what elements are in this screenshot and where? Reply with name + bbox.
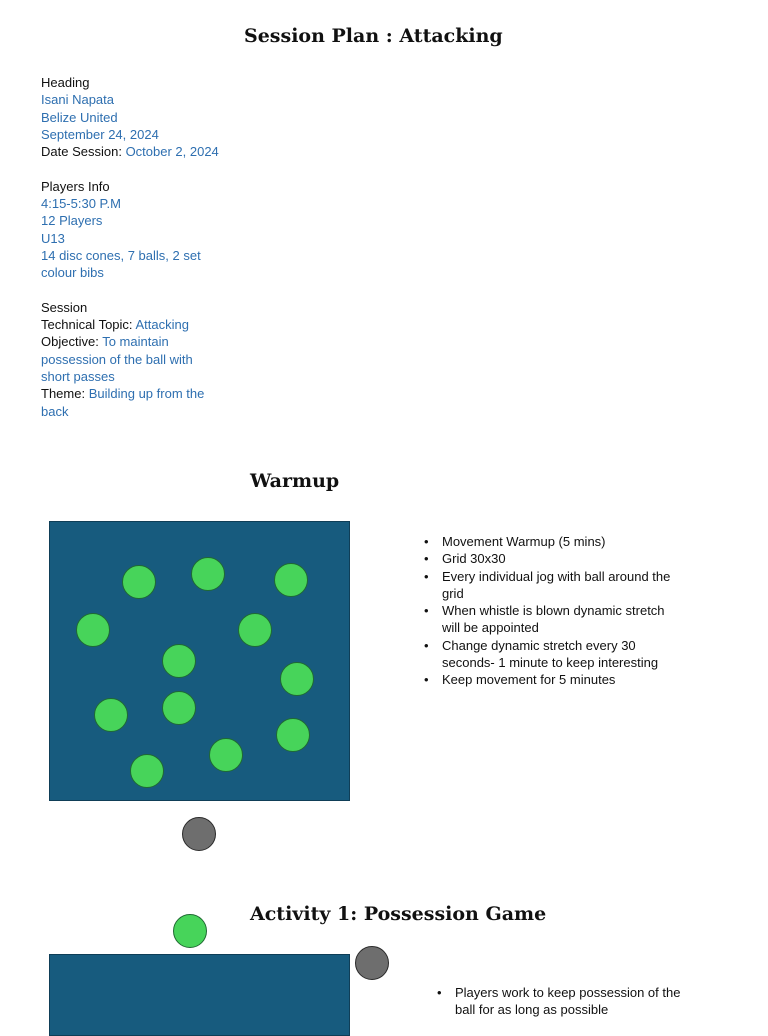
player-marker: [130, 754, 164, 788]
player-marker: [94, 698, 128, 732]
technical-topic-value: Attacking: [135, 317, 189, 333]
warmup-bullet: • Grid 30x30: [424, 550, 682, 567]
coach-marker: [355, 946, 389, 980]
coach-name: Isani Napata: [41, 92, 114, 108]
activity1-title: Activity 1: Possession Game: [250, 903, 547, 925]
objective-label: Objective:: [41, 334, 99, 350]
player-marker: [76, 613, 110, 647]
plan-date: September 24, 2024: [41, 126, 159, 142]
theme-row: [41, 385, 221, 420]
page-title: Session Plan : Attacking: [244, 25, 503, 47]
activity1-bullets: [437, 984, 687, 1019]
warmup-bullet: • Movement Warmup (5 mins): [424, 533, 682, 550]
activity1-bullet: • Players work to keep possession of the ball for as long as possible: [437, 984, 687, 1019]
date-session-value: October 2, 2024: [125, 144, 219, 160]
session-time: 4:15-5:30 P.M: [41, 196, 121, 212]
players-info-label: Players Info: [41, 178, 110, 194]
player-marker: [162, 691, 196, 725]
theme-value: Building up from the back: [41, 386, 205, 419]
warmup-bullet: • Keep movement for 5 minutes: [424, 671, 682, 688]
player-marker: [280, 662, 314, 696]
technical-topic-row: [41, 316, 241, 333]
date-session-label: Date Session:: [41, 144, 122, 160]
warmup-bullet: • When whistle is blown dynamic stretch will be appointed: [424, 602, 682, 637]
player-marker: [191, 557, 225, 591]
objective-row: [41, 333, 221, 385]
date-session-row: [41, 143, 241, 160]
theme-label: Theme:: [41, 386, 86, 402]
player-marker: [238, 613, 272, 647]
player-marker: [276, 718, 310, 752]
player-marker: [209, 738, 243, 772]
session-info: [41, 74, 241, 420]
warmup-bullets: [424, 533, 682, 689]
heading-label: Heading: [41, 75, 90, 90]
player-marker: [122, 565, 156, 599]
warmup-bullet: • Change dynamic stretch every 30 seconds- 1 minute to keep interesting: [424, 637, 682, 672]
warmup-bullet: • Every individual jog with ball around the grid: [424, 568, 682, 603]
club-name: Belize United: [41, 109, 118, 125]
warmup-title: Warmup: [250, 470, 340, 492]
technical-topic-label: Technical Topic:: [41, 317, 133, 333]
player-marker: [162, 644, 196, 678]
coach-marker: [182, 817, 216, 851]
session-label: Session: [41, 299, 88, 315]
player-count: 12 Players: [41, 213, 103, 229]
player-marker: [274, 563, 308, 597]
equipment: 14 disc cones, 7 balls, 2 set colour bibs: [41, 247, 201, 281]
objective-value: To maintain possession of the ball with short passes: [41, 334, 193, 385]
age-group: U13: [41, 230, 65, 246]
player-marker: [173, 914, 207, 948]
